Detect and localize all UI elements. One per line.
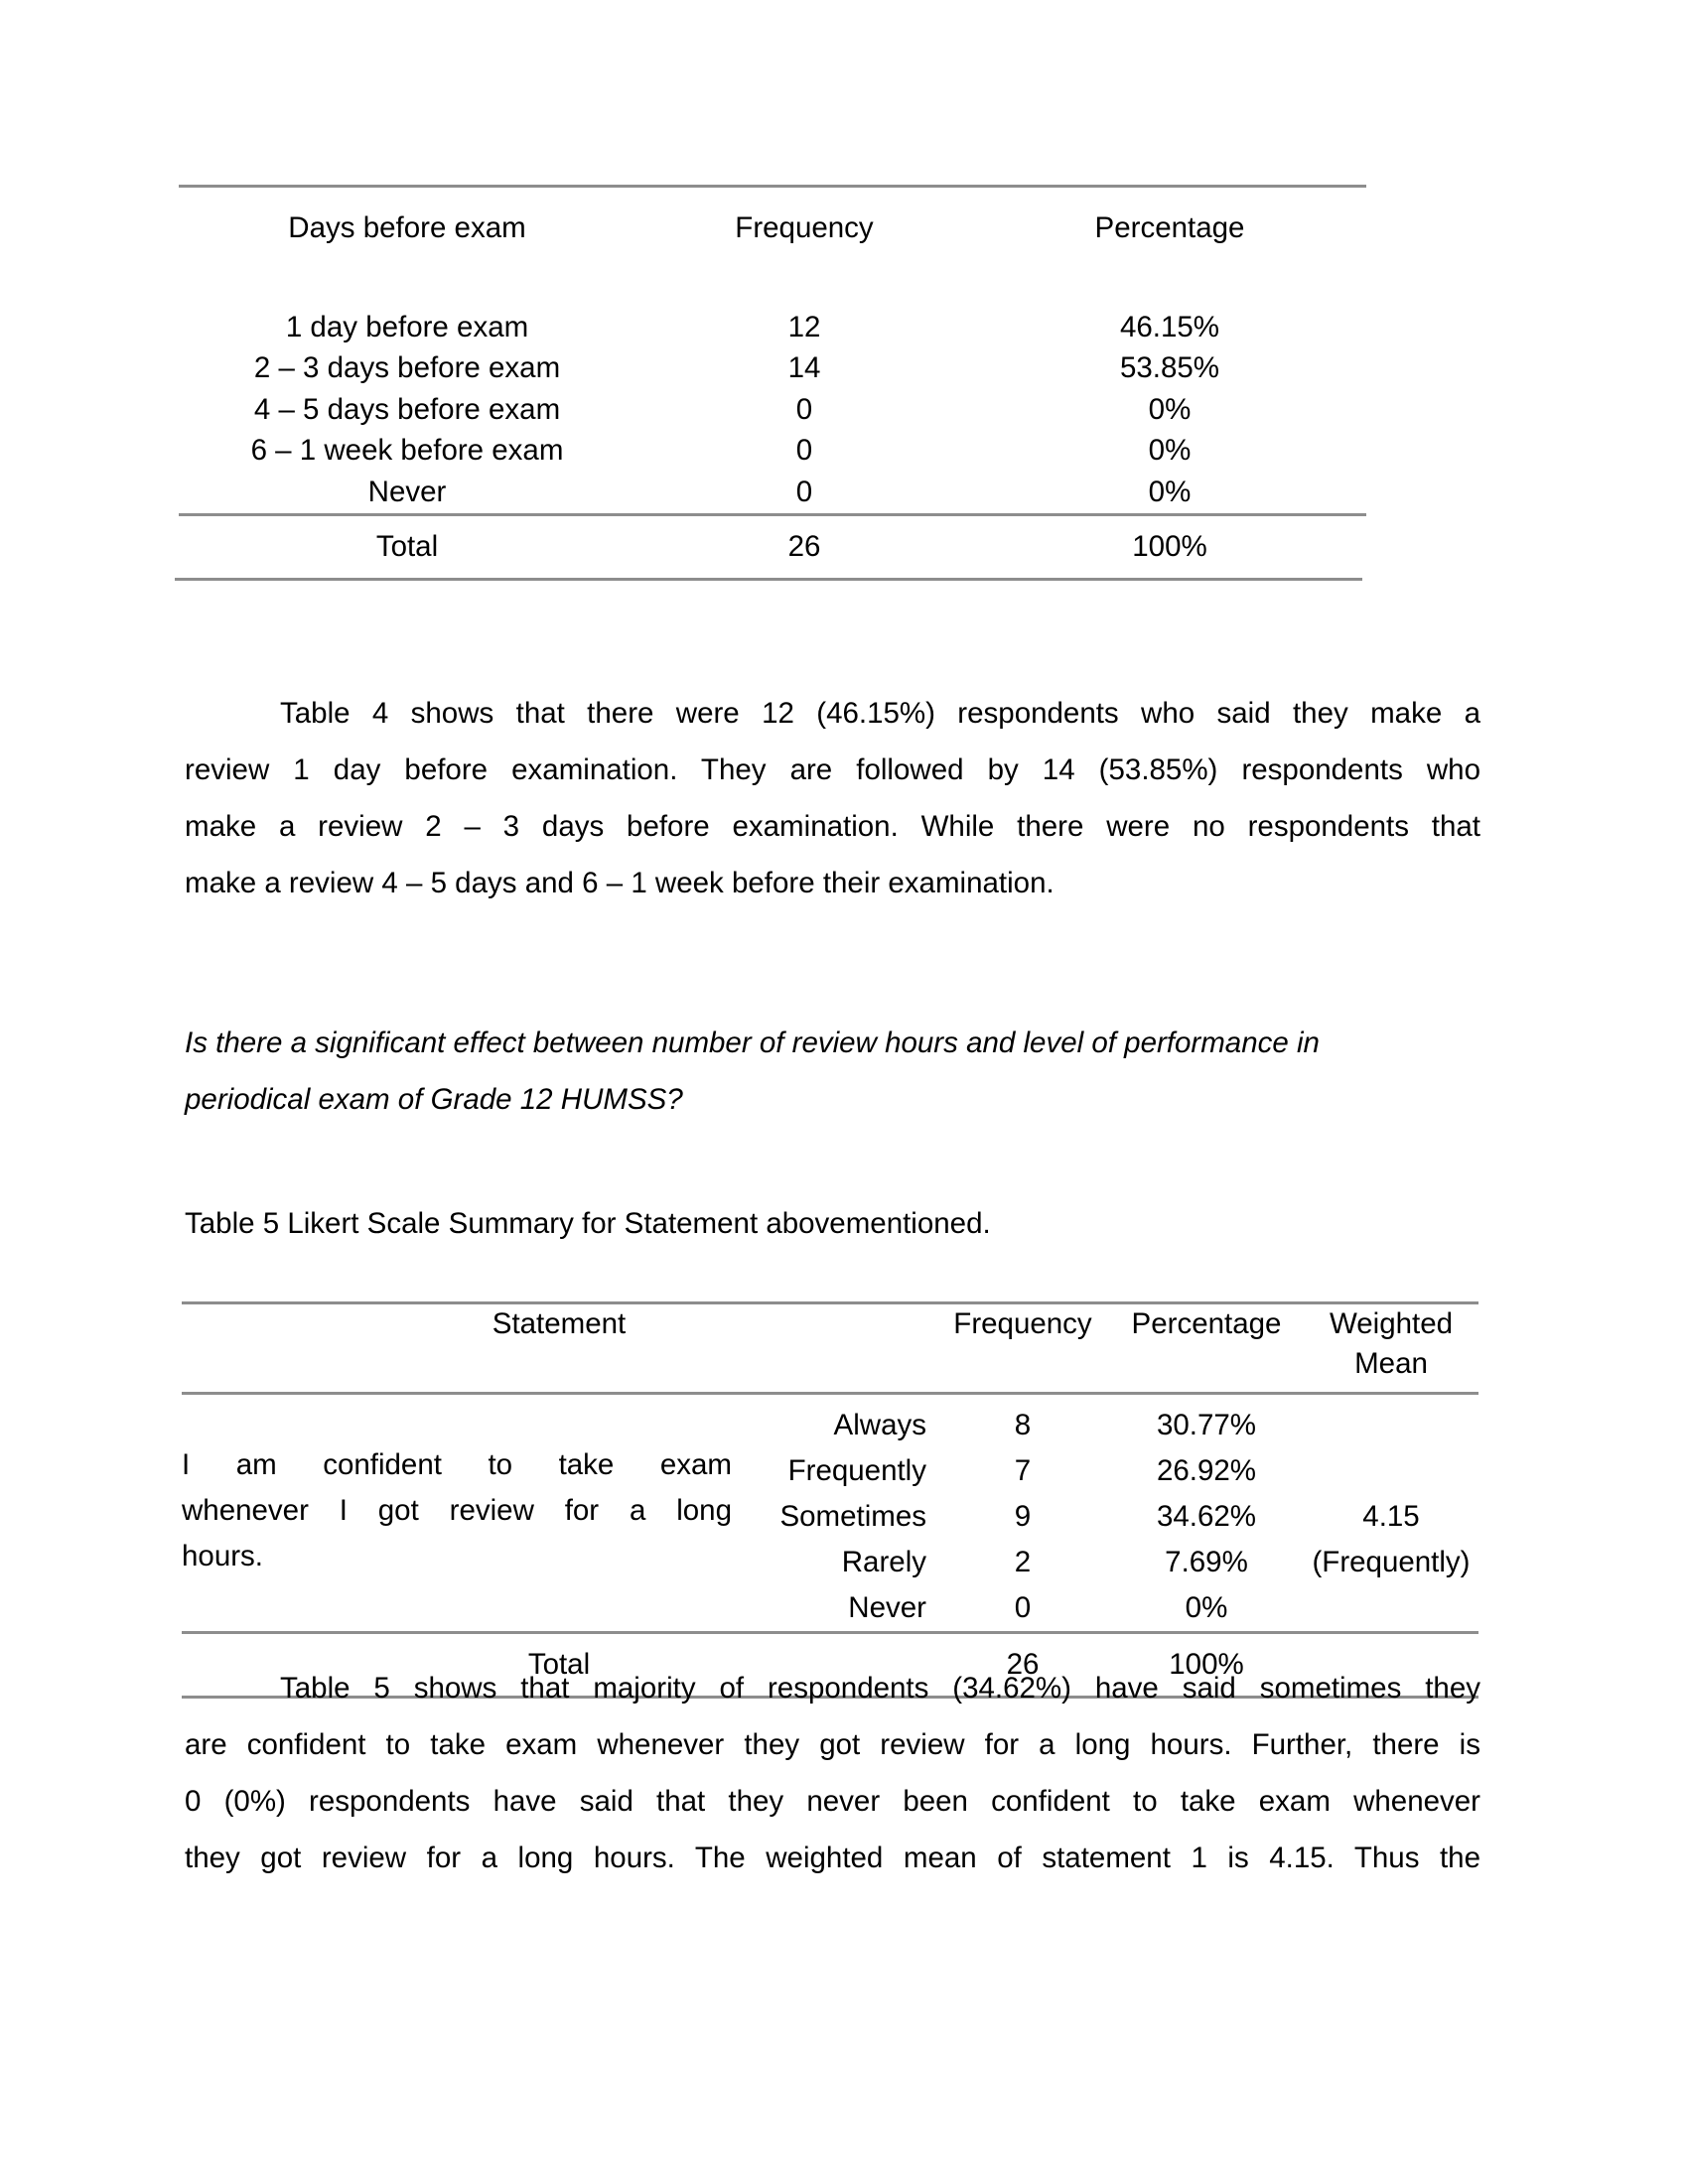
statement-line-3: hours. [182,1540,263,1572]
research-question [185,1015,1480,1128]
paragraph-line-text: 0 (0%) respondents have said that they never been confident to take exam whenever [185,1785,1480,1818]
table-4-percentage-4: 0% [1148,475,1192,508]
table-row [179,389,1366,431]
table-4-label-1: 2 – 3 days before exam [253,351,561,385]
paragraph-line-text: Table 4 shows that there were 12 (46.15%) respondents who said they make a [280,697,1480,730]
frequency-value: 0 [1014,1591,1032,1624]
table-5-header-percentage: Percentage [1131,1307,1282,1340]
weighted-mean-value: 4.15 [1362,1500,1420,1533]
table-4-label-0: 1 day before exam [285,310,529,343]
percentage-value: 0% [1185,1591,1228,1624]
table-4-grid [179,188,1366,513]
table-4-spacer-row [179,269,1366,307]
table-4-label-4: Never [367,475,447,508]
question-line-text: periodical exam of Grade 12 HUMSS? [185,1083,683,1116]
statement-line-2: whenever I got review for a long [182,1494,732,1527]
table-4-bottom-rule [175,578,1362,581]
paragraph-table4-discussion [185,685,1480,911]
question-line [185,1015,1480,1071]
table-4-total-frequency: 26 [787,529,821,563]
statement-line-1: I am confident to take exam [182,1448,732,1481]
table-4-header-days: Days before exam [288,211,526,244]
paragraph-line [185,685,1480,742]
table-5-header-weighted-mean [1304,1304,1478,1392]
table-5-caption: Table 5 Likert Scale Summary for Statement abovementioned. [185,1207,991,1240]
table-4-percentage-0: 46.15% [1119,310,1220,343]
table-4-total-percentage: 100% [1132,529,1207,563]
table-5-header-statement: Statement [492,1307,627,1340]
frequency-value: 7 [1014,1454,1032,1487]
paragraph-line [185,855,1480,911]
table-5-total-frequency: 26 [1006,1648,1040,1681]
table-5-body-grid [182,1395,1478,1631]
percentage-value: 26.92% [1156,1454,1257,1487]
table-4-total-grid [179,516,1366,578]
table-5-header-row [182,1304,1478,1392]
table-row [182,1395,1478,1631]
table-5-statement-cell [182,1395,738,1631]
table-row [179,431,1366,473]
table-4-frequency-4: 0 [795,475,813,508]
question-line [185,1071,1480,1128]
table-row [179,348,1366,390]
table-4-header-row [179,188,1366,269]
table-5 [182,1301,1478,1699]
table-row [179,307,1366,348]
paragraph-line [185,742,1480,798]
table-5-total-label: Total [527,1648,591,1681]
frequency-value: 2 [1014,1546,1032,1578]
question-line-text: Is there a significant effect between number of review hours and level of performance in [185,1026,1320,1059]
table-4 [179,185,1366,581]
paragraph-line [185,798,1480,855]
table-4-percentage-2: 0% [1148,392,1192,426]
table-4-header-frequency: Frequency [735,211,874,244]
scale-label: Never [848,1591,926,1624]
table-5-frequency-column [936,1395,1109,1631]
paragraph-line [185,1830,1480,1886]
table-4-percentage-3: 0% [1148,434,1192,468]
table-4-total-row [179,516,1366,578]
table-5-header-frequency: Frequency [953,1307,1092,1340]
percentage-value: 7.69% [1165,1546,1248,1578]
paragraph-line [185,1773,1480,1830]
paragraph-line-text: are confident to take exam whenever they got review for a long hours. Further, there is [185,1728,1480,1761]
table-5-header-mean: Mean [1354,1347,1428,1380]
table-4-total-label: Total [375,529,439,563]
table-5-total-percentage: 100% [1169,1648,1244,1681]
table-4-frequency-3: 0 [795,434,813,468]
table-4-frequency-2: 0 [795,392,813,426]
scale-label: Sometimes [779,1500,926,1533]
table-5-weighted-mean-cell [1304,1395,1478,1631]
table-4-header-percentage: Percentage [1094,211,1245,244]
table-4-label-2: 4 – 5 days before exam [253,392,561,426]
table-5-header-grid [182,1304,1478,1392]
paragraph-line [185,1716,1480,1773]
weighted-mean-descriptor: (Frequently) [1312,1546,1471,1578]
paragraph-line-text: review 1 day before examination. They are followed by 14 (53.85%) respondents who [185,753,1480,786]
percentage-value: 30.77% [1156,1409,1257,1441]
table-4-frequency-0: 12 [787,310,821,343]
paragraph-line-text: Table 5 shows that majority of respondents (34.62%) have said sometimes they [280,1672,1480,1705]
paragraph-table5-discussion [185,1660,1480,1886]
frequency-value: 9 [1014,1500,1032,1533]
table-4-label-3: 6 – 1 week before exam [250,434,564,468]
scale-label: Rarely [841,1546,926,1578]
table-5-header-weighted: Weighted [1329,1307,1454,1340]
paragraph-line [185,1660,1480,1716]
paragraph-line-text: they got review for a long hours. The weighted mean of statement 1 is 4.15. Thus the [185,1842,1480,1874]
paragraph-line-text: make a review 4 – 5 days and 6 – 1 week before their examination. [185,867,1055,899]
percentage-value: 34.62% [1156,1500,1257,1533]
frequency-value: 8 [1014,1409,1032,1441]
table-5-scale-column [738,1395,936,1631]
table-4-percentage-1: 53.85% [1119,351,1220,385]
table-row [179,472,1366,513]
paragraph-line-text: make a review 2 – 3 days before examination. While there were no respondents that [185,810,1480,843]
table-5-percentage-column [1109,1395,1304,1631]
table-4-frequency-1: 14 [787,351,821,385]
scale-label: Always [833,1409,926,1441]
scale-label: Frequently [787,1454,926,1487]
